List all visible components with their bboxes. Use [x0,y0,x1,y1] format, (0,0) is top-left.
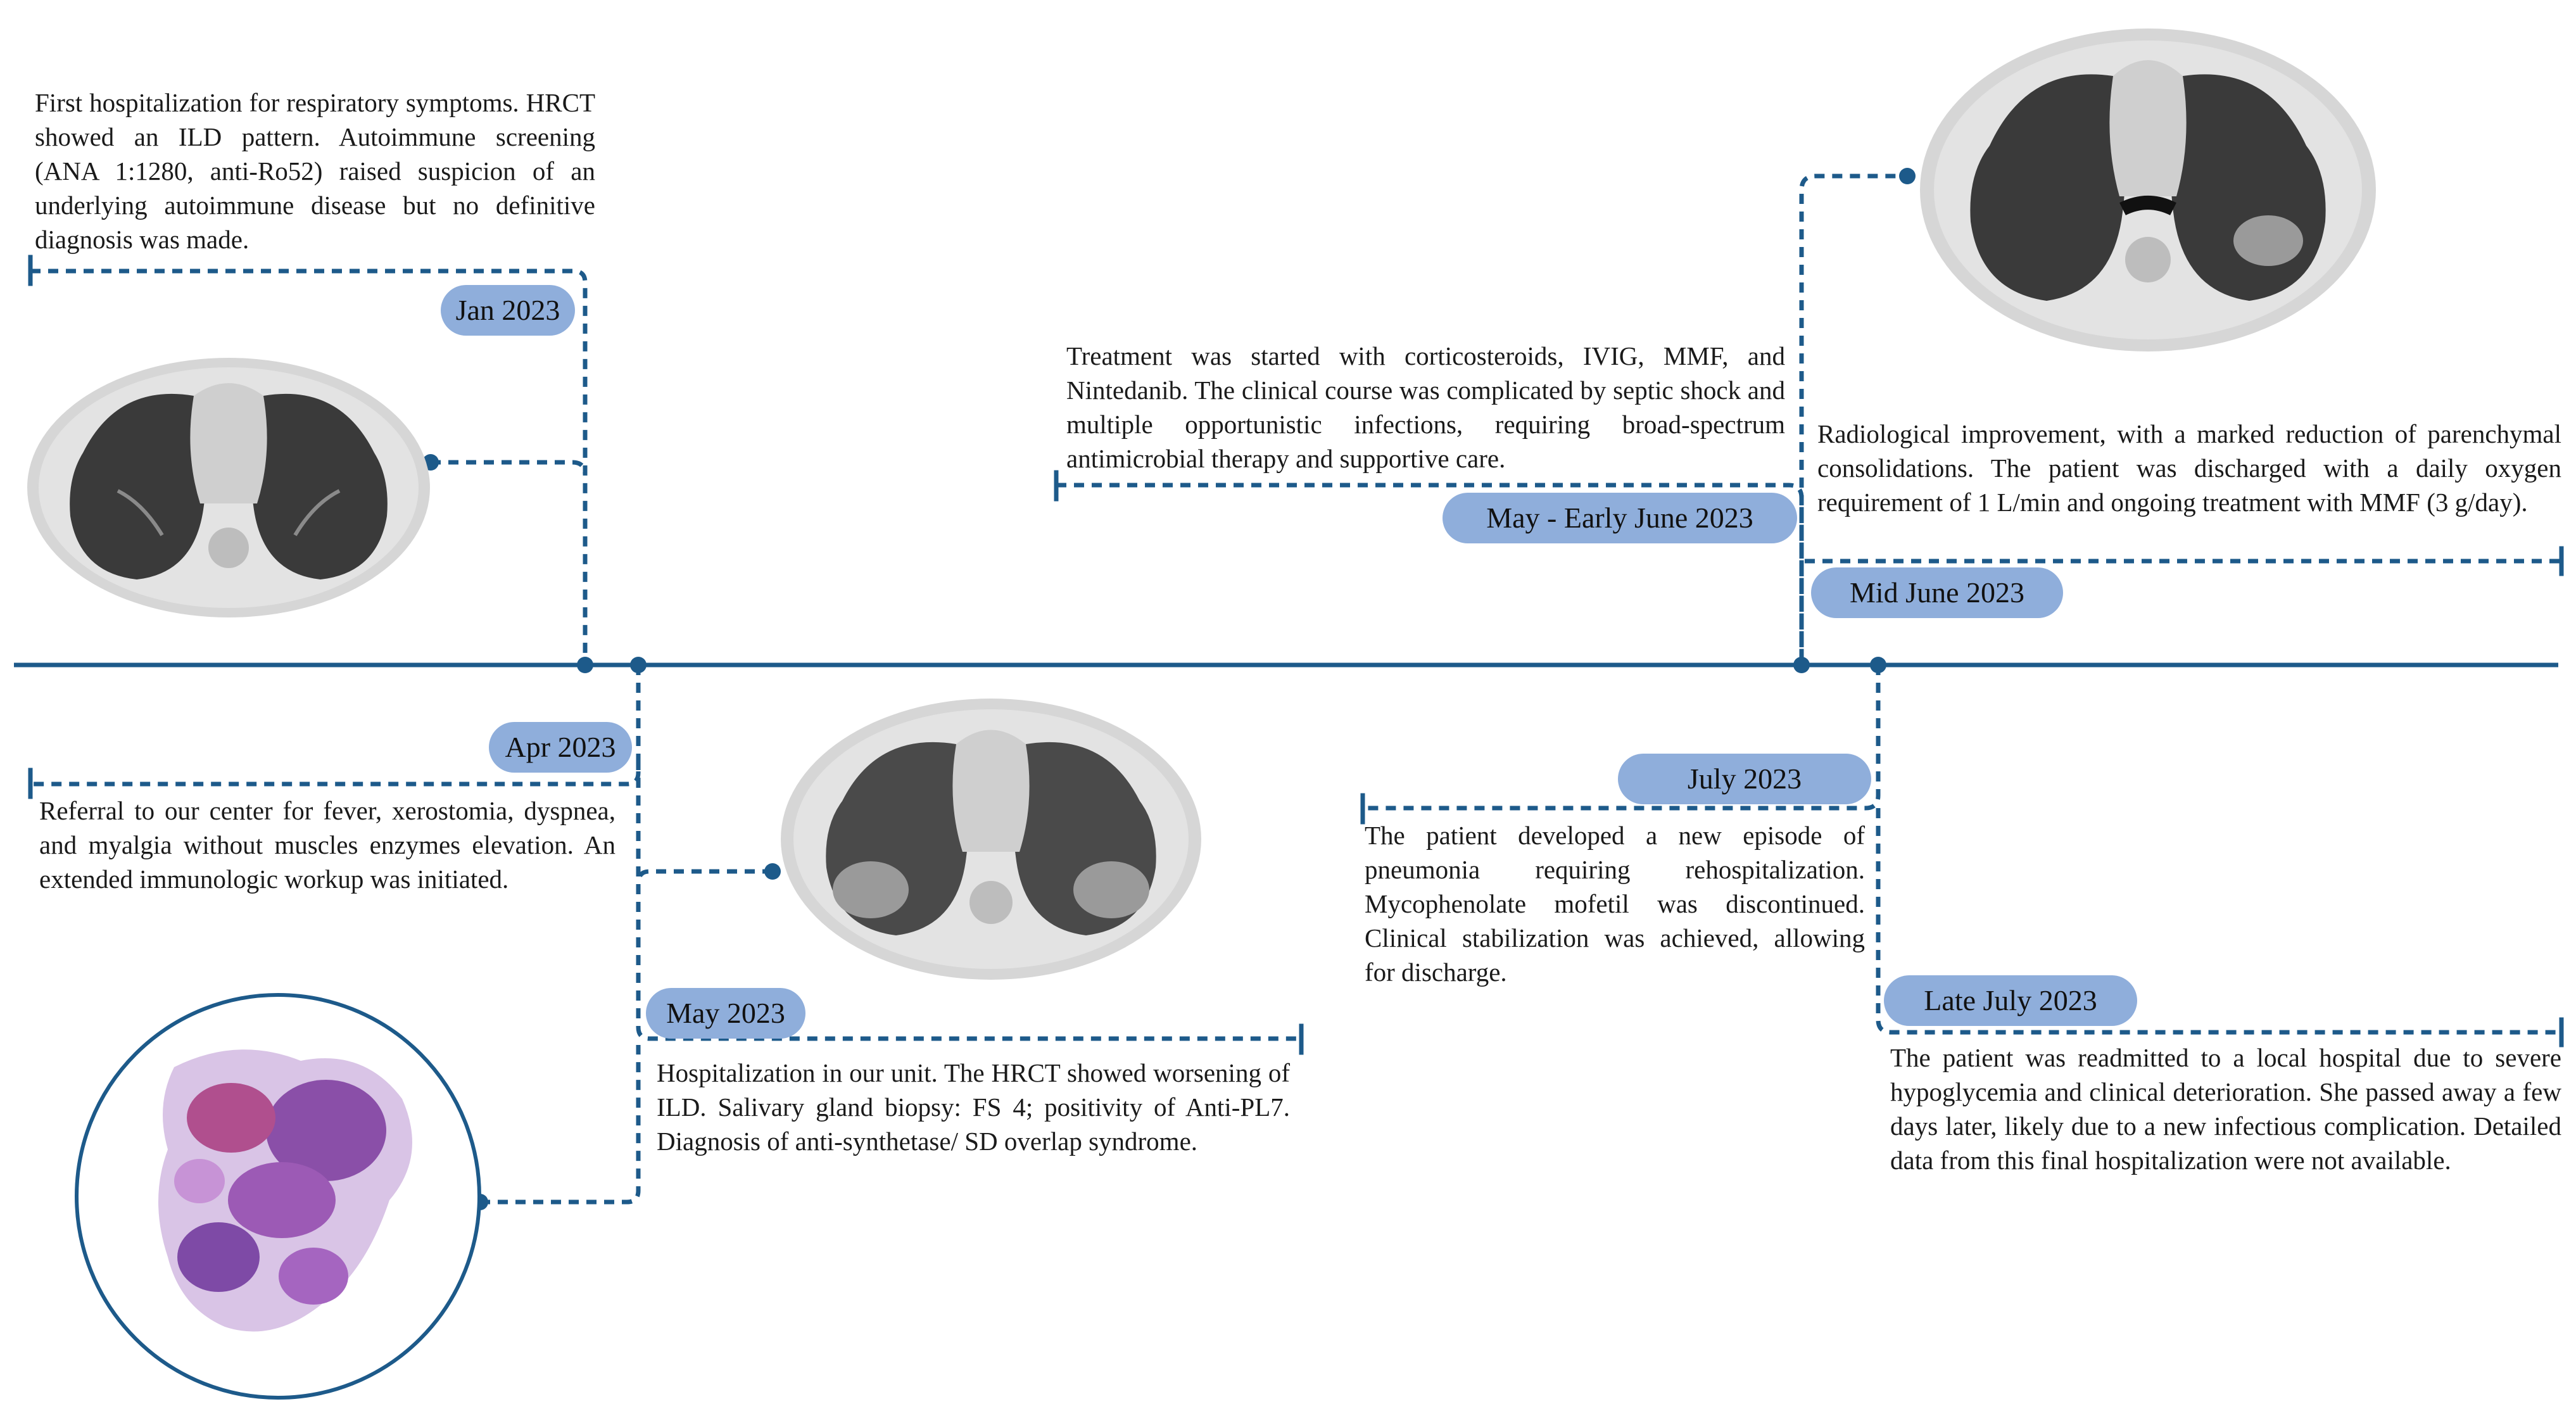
date-badge-july: July 2023 [1618,754,1871,804]
event-text-late-july: The patient was readmitted to a local hospital due to severe hypoglycemia and clinical deterioration. She passed away a few days later, likely due to a new infectious complication. Detailed data from this final hospitalization were not available. [1890,1043,2561,1175]
ct-scan-image [23,345,434,624]
date-badge-mid-june: Mid June 2023 [1811,567,2063,618]
timeline-dot-june [1793,657,1810,673]
timeline-dot-july [1870,657,1886,673]
timeline-dot-apr [630,657,647,673]
date-badge-late-july: Late July 2023 [1884,975,2137,1026]
connector-jan-image [431,462,585,475]
timeline-dot-jan [577,657,593,673]
date-badge-apr: Apr 2023 [489,722,632,773]
ct-scan-image [776,687,1206,985]
event-text-july: The patient developed a new episode of pneumonia requiring rehospitalization. Mycophenolate mofetil was discontinued. Clinical stabilization was achieved, allowing for discharge. [1365,821,1865,987]
event-text-may-june: Treatment was started with corticosteroids, IVIG, MMF, and Nintedanib. The clinical course was complicated by septic shock and multiple opportunistic infections, requiring broad-spectrum antimicrobial therapy and supportive care. [1066,341,1785,473]
histology-image [73,991,483,1402]
connector-may-biopsy [480,1045,638,1202]
event-text-jan: First hospitalization for respiratory symptoms. HRCT showed an ILD pattern. Autoimmune screening (ANA 1:1280, anti-Ro52) raised suspicion of an underlying autoimmune disease but no definitive diagnosis was made. [35,88,595,254]
event-text-mid-june: Radiological improvement, with a marked reduction of parenchymal consolidations. The patient was discharged with a daily oxygen requirement of 1 L/min and ongoing treatment with MMF (3 g/day). [1817,419,2561,517]
connector-may-image [638,871,773,883]
date-badge-may-june: May - Early June 2023 [1443,493,1797,543]
ct-scan-image [1914,13,2382,355]
event-text-may: Hospitalization in our unit. The HRCT showed worsening of ILD. Salivary gland biopsy: FS 4; positivity of Anti-PL7. Diagnosis of anti-synthetase/ SD overlap syndrome. [657,1058,1290,1156]
date-badge-may: May 2023 [646,988,805,1039]
event-text-apr: Referral to our center for fever, xerostomia, dyspnea, and myalgia without muscles enzymes elevation. An extended immunologic workup was initiated. [39,796,616,894]
date-badge-jan: Jan 2023 [441,285,575,336]
